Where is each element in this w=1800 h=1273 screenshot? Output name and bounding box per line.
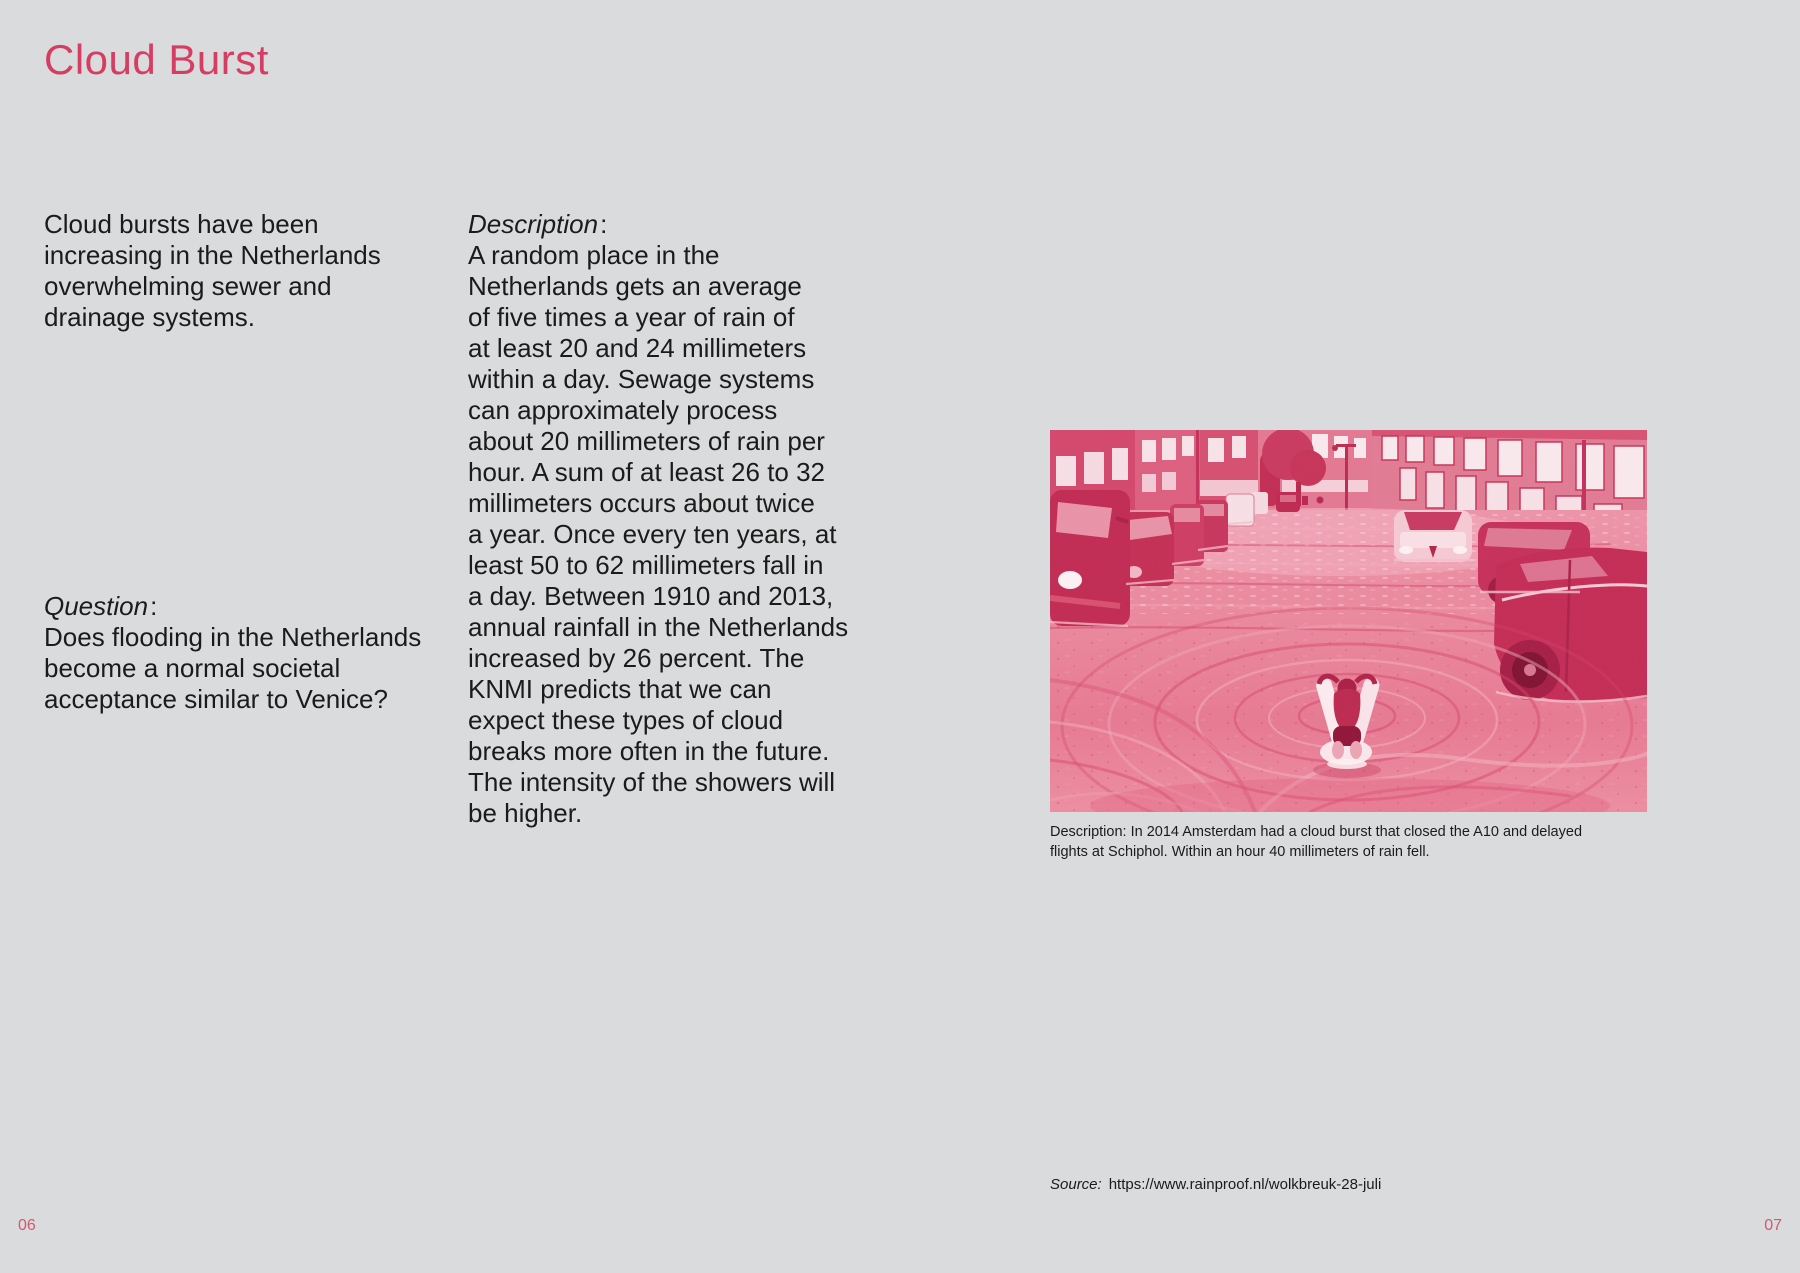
source-url-link[interactable]: https://www.rainproof.nl/wolkbreuk-28-juli	[1108, 1176, 1382, 1193]
intro-paragraph: Cloud bursts have been increasing in the Netherlands overwhelming sewer and drainage systems.	[44, 209, 381, 332]
flood-photo-illustration	[1050, 430, 1647, 812]
description-text: A random place in the Netherlands gets an average of five times a year of rain of at least 20 and 24 millimeters within a day. Sewage systems can approximately process about 20 millimeters of rain per hour. A sum of at least 26 to 32 millimeters occurs about twice a year. Once every ten years, at least 50 to 62 millimeters fall in a day. Between 1910 and 2013, annual rainfall in the Netherlands increased by 26 percent. The KNMI predicts that we can expect these types of cloud breaks more often in the future. The intensity of the showers will be higher.	[468, 240, 849, 828]
question-text: Does flooding in the Netherlands become a normal societal acceptance similar to Venice?	[44, 622, 422, 714]
page-number-right: 07	[1764, 1217, 1782, 1234]
page-number-left: 06	[18, 1217, 36, 1234]
flood-street-photo	[1050, 430, 1647, 812]
description-block	[468, 209, 848, 829]
source-line	[1050, 1176, 1381, 1193]
page-title: Cloud Burst	[44, 36, 269, 83]
question-block	[44, 591, 421, 715]
description-label: Description:	[468, 209, 608, 239]
photo-caption: Description: In 2014 Amsterdam had a cloud burst that closed the A10 and delayed flights at Schiphol. Within an hour 40 millimeters of rain fell.	[1050, 824, 1583, 860]
source-label: Source:	[1050, 1176, 1102, 1193]
question-label: Question:	[44, 591, 158, 621]
